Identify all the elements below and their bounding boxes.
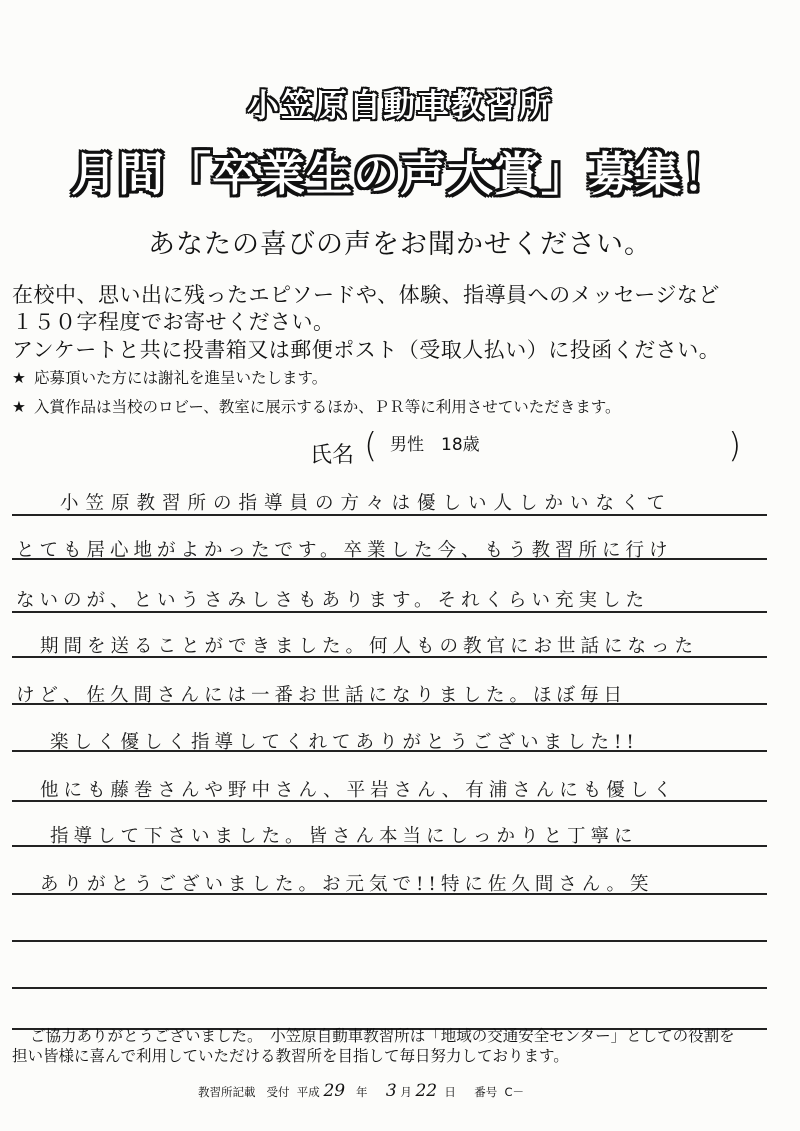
name-label: 氏名	[310, 443, 355, 468]
handwritten-line: とても居心地がよかったです。卒業した今、もう教習所に行け	[16, 540, 673, 561]
received-year: 29	[323, 1081, 346, 1101]
received-month: 3	[385, 1081, 397, 1101]
office-use-label: 教習所記載	[198, 1085, 256, 1099]
day-unit: 日	[444, 1085, 456, 1099]
name-paren-open: (	[364, 426, 378, 466]
campaign-title: 月間「卒業生の声大賞」募集！	[71, 147, 729, 201]
footer-thanks: ご協力ありがとうございました。 小笠原自動車教習所は「地域の交通安全センター」としての役割を	[30, 1027, 735, 1045]
month-unit: 月	[400, 1085, 412, 1099]
number-value: C－	[504, 1085, 525, 1099]
handwritten-line: 期間を送ることができました。何人もの教官にお世話になった	[40, 636, 699, 657]
handwritten-line: 小笠原教習所の指導員の方々は優しい人しかいなくて	[60, 493, 673, 514]
handwritten-line: 指導して下さいました。皆さん本当にしっかりと丁寧に	[50, 826, 638, 847]
number-label: 番号	[474, 1085, 498, 1099]
received-label: 受付	[266, 1085, 290, 1099]
intro-line-1: 在校中、思い出に残ったエピソードや、体験、指導員へのメッセージなど	[12, 283, 720, 307]
handwritten-line: ありがとうございました。お元気で!!特に佐久間さん。笑	[40, 874, 654, 895]
handwritten-line: 他にも藤巻さんや野中さん、平岩さん、有浦さんにも優しく	[40, 780, 677, 801]
office-use-row	[198, 1081, 524, 1101]
subtitle: あなたの喜びの声をお聞かせください。	[148, 229, 652, 260]
intro-line-3: アンケートと共に投書箱又は郵便ポスト（受取人払い）に投函ください。	[12, 338, 721, 362]
ruled-line	[12, 940, 767, 942]
star-icon: ★	[12, 398, 26, 416]
ruled-line	[12, 987, 767, 989]
handwritten-line: けど、佐久間さんには一番お世話になりました。ほぼ毎日	[16, 685, 628, 706]
name-value: 男性 18歳	[390, 435, 480, 455]
year-unit: 年	[356, 1085, 368, 1099]
star-icon: ★	[12, 369, 26, 387]
handwritten-line: 楽しく優しく指導してくれてありがとうございました!!	[50, 732, 639, 753]
note-usage-text: 入賞作品は当校のロビー、教室に展示するほか、ＰＲ等に利用させていただきます。	[34, 398, 621, 416]
received-day: 22	[415, 1081, 438, 1101]
note-usage	[12, 395, 621, 417]
era-label: 平成	[296, 1085, 320, 1099]
intro-line-2: １５０字程度でお寄せください。	[12, 310, 335, 334]
school-name-title: 小笠原自動車教習所	[246, 86, 553, 124]
name-paren-close: )	[728, 426, 742, 466]
handwritten-line: ないのが、というさみしさもあります。それくらい充実した	[16, 590, 650, 611]
footer-mission: 担い皆様に喜んで利用していただける教習所を目指して毎日努力しております。	[12, 1047, 569, 1065]
note-reward	[12, 366, 327, 388]
note-reward-text: 応募頂いた方には謝礼を進呈いたします。	[34, 369, 328, 387]
